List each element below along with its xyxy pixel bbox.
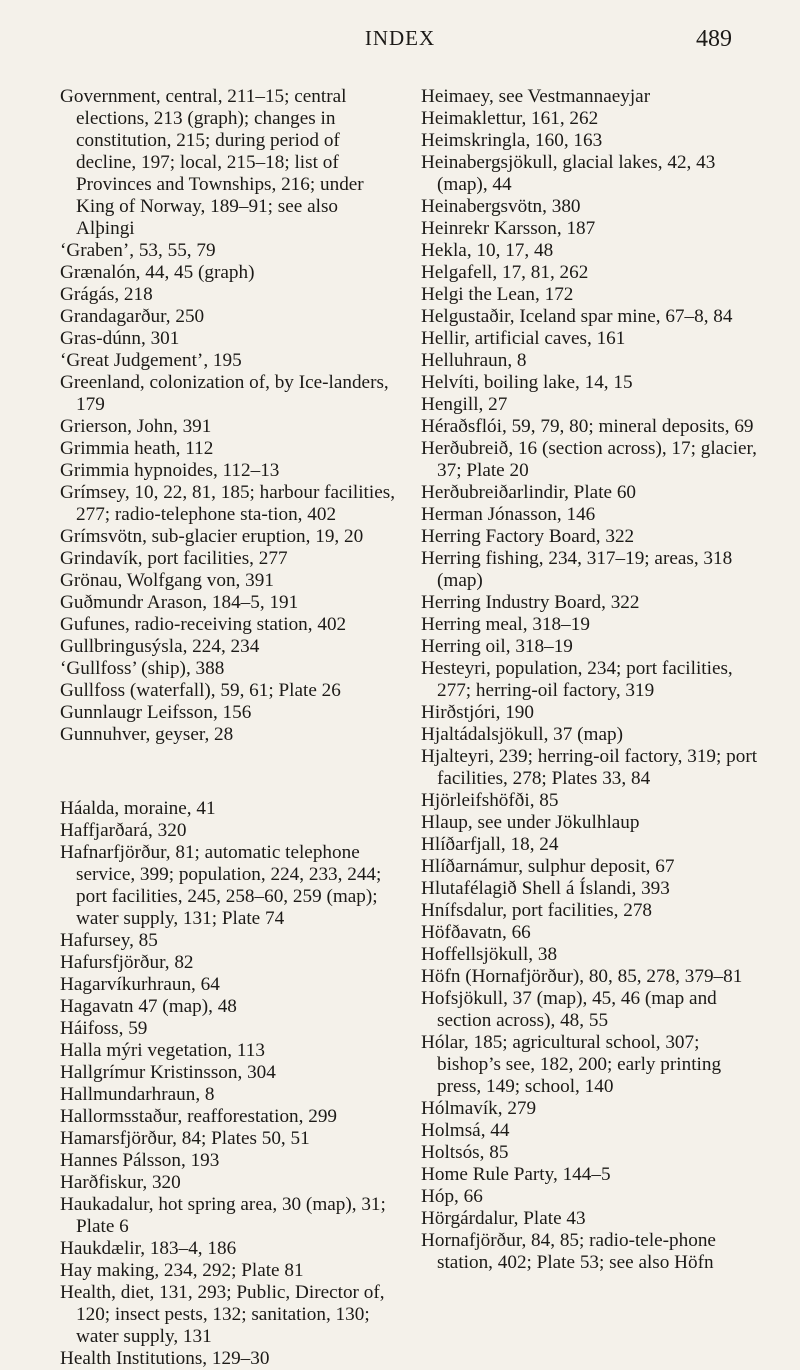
index-entry: Hallgrímur Kristinsson, 304	[60, 1062, 276, 1083]
index-letter-gap	[60, 762, 400, 782]
index-entry: Herring fishing, 234, 317–19; areas, 318 (map)	[421, 548, 733, 591]
index-entry: Holtsós, 85	[421, 1142, 509, 1163]
index-entry: Government, central, 211–15; central elections, 213 (graph); changes in constitution, 215; during period of decline, 197; local, 215–18; list of Provinces and Townships, 216; under King of Norway, 189–91; see also Alþingi	[60, 86, 364, 239]
index-entry: Helvíti, boiling lake, 14, 15	[421, 372, 633, 393]
index-entry: Hellir, artificial caves, 161	[421, 328, 626, 349]
index-entry: Grænalón, 44, 45 (graph)	[60, 262, 255, 283]
index-entry: Gunnlaugr Leifsson, 156	[60, 702, 252, 723]
index-entry: Hagavatn 47 (map), 48	[60, 996, 237, 1017]
index-entry: Health, diet, 131, 293; Public, Director of, 120; insect pests, 132; sanitation, 130; water supply, 131	[60, 1282, 385, 1347]
index-entry: Herring Factory Board, 322	[421, 526, 635, 547]
index-entry: Hannes Pálsson, 193	[60, 1150, 220, 1171]
index-entry: Höfðavatn, 66	[421, 922, 531, 943]
index-entry: Hafursfjörður, 82	[60, 952, 194, 973]
index-entry: Hlaup, see under Jökulhlaup	[421, 812, 640, 833]
index-entry: Herðubreiðarlindir, Plate 60	[421, 482, 637, 503]
index-entry: Helgafell, 17, 81, 262	[421, 262, 589, 283]
index-entry: Héraðsflói, 59, 79, 80; mineral deposits, 69	[421, 416, 754, 437]
index-entry: Guðmundr Arason, 184–5, 191	[60, 592, 299, 613]
index-entry: Herring meal, 318–19	[421, 614, 590, 635]
index-entry: Herring oil, 318–19	[421, 636, 573, 657]
index-entry: Hamarsfjörður, 84; Plates 50, 51	[60, 1128, 310, 1149]
index-entry: Háalda, moraine, 41	[60, 798, 216, 819]
index-entry: Hoffellsjökull, 38	[421, 944, 558, 965]
index-entry: Hlíðarnámur, sulphur deposit, 67	[421, 856, 675, 877]
index-entry: Grágás, 218	[60, 284, 153, 305]
index-entry: Harðfiskur, 320	[60, 1172, 181, 1193]
index-entry: Gullbringusýsla, 224, 234	[60, 636, 260, 657]
index-entry: Hafursey, 85	[60, 930, 158, 951]
index-entry: Home Rule Party, 144–5	[421, 1164, 611, 1185]
index-entry: Haukdælir, 183–4, 186	[60, 1238, 237, 1259]
index-entry: Hólmavík, 279	[421, 1098, 537, 1119]
index-entry: Haffjarðará, 320	[60, 820, 187, 841]
index-entry: Hallmundarhraun, 8	[60, 1084, 215, 1105]
index-entry: Grierson, John, 391	[60, 416, 212, 437]
index-entry: ‘Great Judgement’, 195	[60, 350, 242, 371]
index-entry: Hengill, 27	[421, 394, 508, 415]
index-column-left	[60, 86, 400, 1370]
index-entry: Greenland, colonization of, by Ice-landers, 179	[60, 372, 389, 415]
page-header	[0, 26, 800, 62]
index-entry: Heimaklettur, 161, 262	[421, 108, 599, 129]
index-entry: Gullfoss (waterfall), 59, 61; Plate 26	[60, 680, 341, 701]
index-entry: Gufunes, radio-receiving station, 402	[60, 614, 347, 635]
index-entry: Háifoss, 59	[60, 1018, 148, 1039]
index-entry: Hjalteyri, 239; herring-oil factory, 319; port facilities, 278; Plates 33, 84	[421, 746, 758, 789]
index-entry: Hafnarfjörður, 81; automatic telephone service, 399; population, 224, 233, 244; port facilities, 245, 258–60, 259 (map); water supply, 131; Plate 74	[60, 842, 382, 929]
index-entry: Helgi the Lean, 172	[421, 284, 574, 305]
index-entry: Heinabergsjökull, glacial lakes, 42, 43 (map), 44	[421, 152, 716, 195]
index-entry: Health Institutions, 129–30	[60, 1348, 270, 1369]
index-entry: Helluhraun, 8	[421, 350, 527, 371]
index-entry: Hesteyri, population, 234; port facilities, 277; herring-oil factory, 319	[421, 658, 733, 701]
index-entry: Grandagarður, 250	[60, 306, 205, 327]
index-entry: Hlíðarfjall, 18, 24	[421, 834, 559, 855]
index-entry: Helgustaðir, Iceland spar mine, 67–8, 84	[421, 306, 733, 327]
index-entry: Hofsjökull, 37 (map), 45, 46 (map and section across), 48, 55	[421, 988, 717, 1031]
index-entry: Hörgárdalur, Plate 43	[421, 1208, 586, 1229]
index-entry: Heimskringla, 160, 163	[421, 130, 603, 151]
running-head: INDEX	[364, 26, 436, 50]
index-entry: Hlutafélagið Shell á Íslandi, 393	[421, 878, 670, 899]
index-entry: Hekla, 10, 17, 48	[421, 240, 554, 261]
index-entry: Hagarvíkurhraun, 64	[60, 974, 220, 995]
index-entry: Heinabergsvötn, 380	[421, 196, 581, 217]
index-entry: Hóp, 66	[421, 1186, 483, 1207]
index-entry: Hnífsdalur, port facilities, 278	[421, 900, 653, 921]
index-entry: Hjaltádalsjökull, 37 (map)	[421, 724, 623, 745]
index-entry: Gunnuhver, geyser, 28	[60, 724, 234, 745]
index-entry: Hólar, 185; agricultural school, 307; bishop’s see, 182, 200; early printing press, 149; school, 140	[421, 1032, 722, 1097]
index-entry: Herring Industry Board, 322	[421, 592, 640, 613]
index-entry: Gras-dúnn, 301	[60, 328, 180, 349]
index-column-right	[421, 86, 763, 1274]
index-entry: Grímsvötn, sub-glacier eruption, 19, 20	[60, 526, 364, 547]
index-entry: Hornafjörður, 84, 85; radio-tele-phone station, 402; Plate 53; see also Höfn	[421, 1230, 716, 1273]
index-entry: Holmsá, 44	[421, 1120, 510, 1141]
index-entry: Grímsey, 10, 22, 81, 185; harbour facilities, 277; radio-telephone sta-tion, 402	[60, 482, 396, 525]
index-entry: Hay making, 234, 292; Plate 81	[60, 1260, 304, 1281]
index-entry: Hallormsstaður, reafforestation, 299	[60, 1106, 338, 1127]
index-entry: Herðubreið, 16 (section across), 17; glacier, 37; Plate 20	[421, 438, 757, 481]
index-entry: Grimmia heath, 112	[60, 438, 214, 459]
index-entry: Grindavík, port facilities, 277	[60, 548, 288, 569]
index-entry: Grönau, Wolfgang von, 391	[60, 570, 274, 591]
index-entry: Grimmia hypnoides, 112–13	[60, 460, 280, 481]
index-entry: Herman Jónasson, 146	[421, 504, 596, 525]
index-entry: Hirðstjóri, 190	[421, 702, 534, 723]
index-entry: Haukadalur, hot spring area, 30 (map), 31; Plate 6	[60, 1194, 386, 1237]
index-entry: ‘Gullfoss’ (ship), 388	[60, 658, 225, 679]
index-entry: Halla mýri vegetation, 113	[60, 1040, 265, 1061]
index-entry: Heimaey, see Vestmannaeyjar	[421, 86, 651, 107]
index-entry: Höfn (Hornafjörður), 80, 85, 278, 379–81	[421, 966, 743, 987]
page-number: 489	[696, 26, 732, 52]
index-entry: Heinrekr Karsson, 187	[421, 218, 596, 239]
index-entry: Hjörleifshöfði, 85	[421, 790, 559, 811]
index-entry: ‘Graben’, 53, 55, 79	[60, 240, 216, 261]
